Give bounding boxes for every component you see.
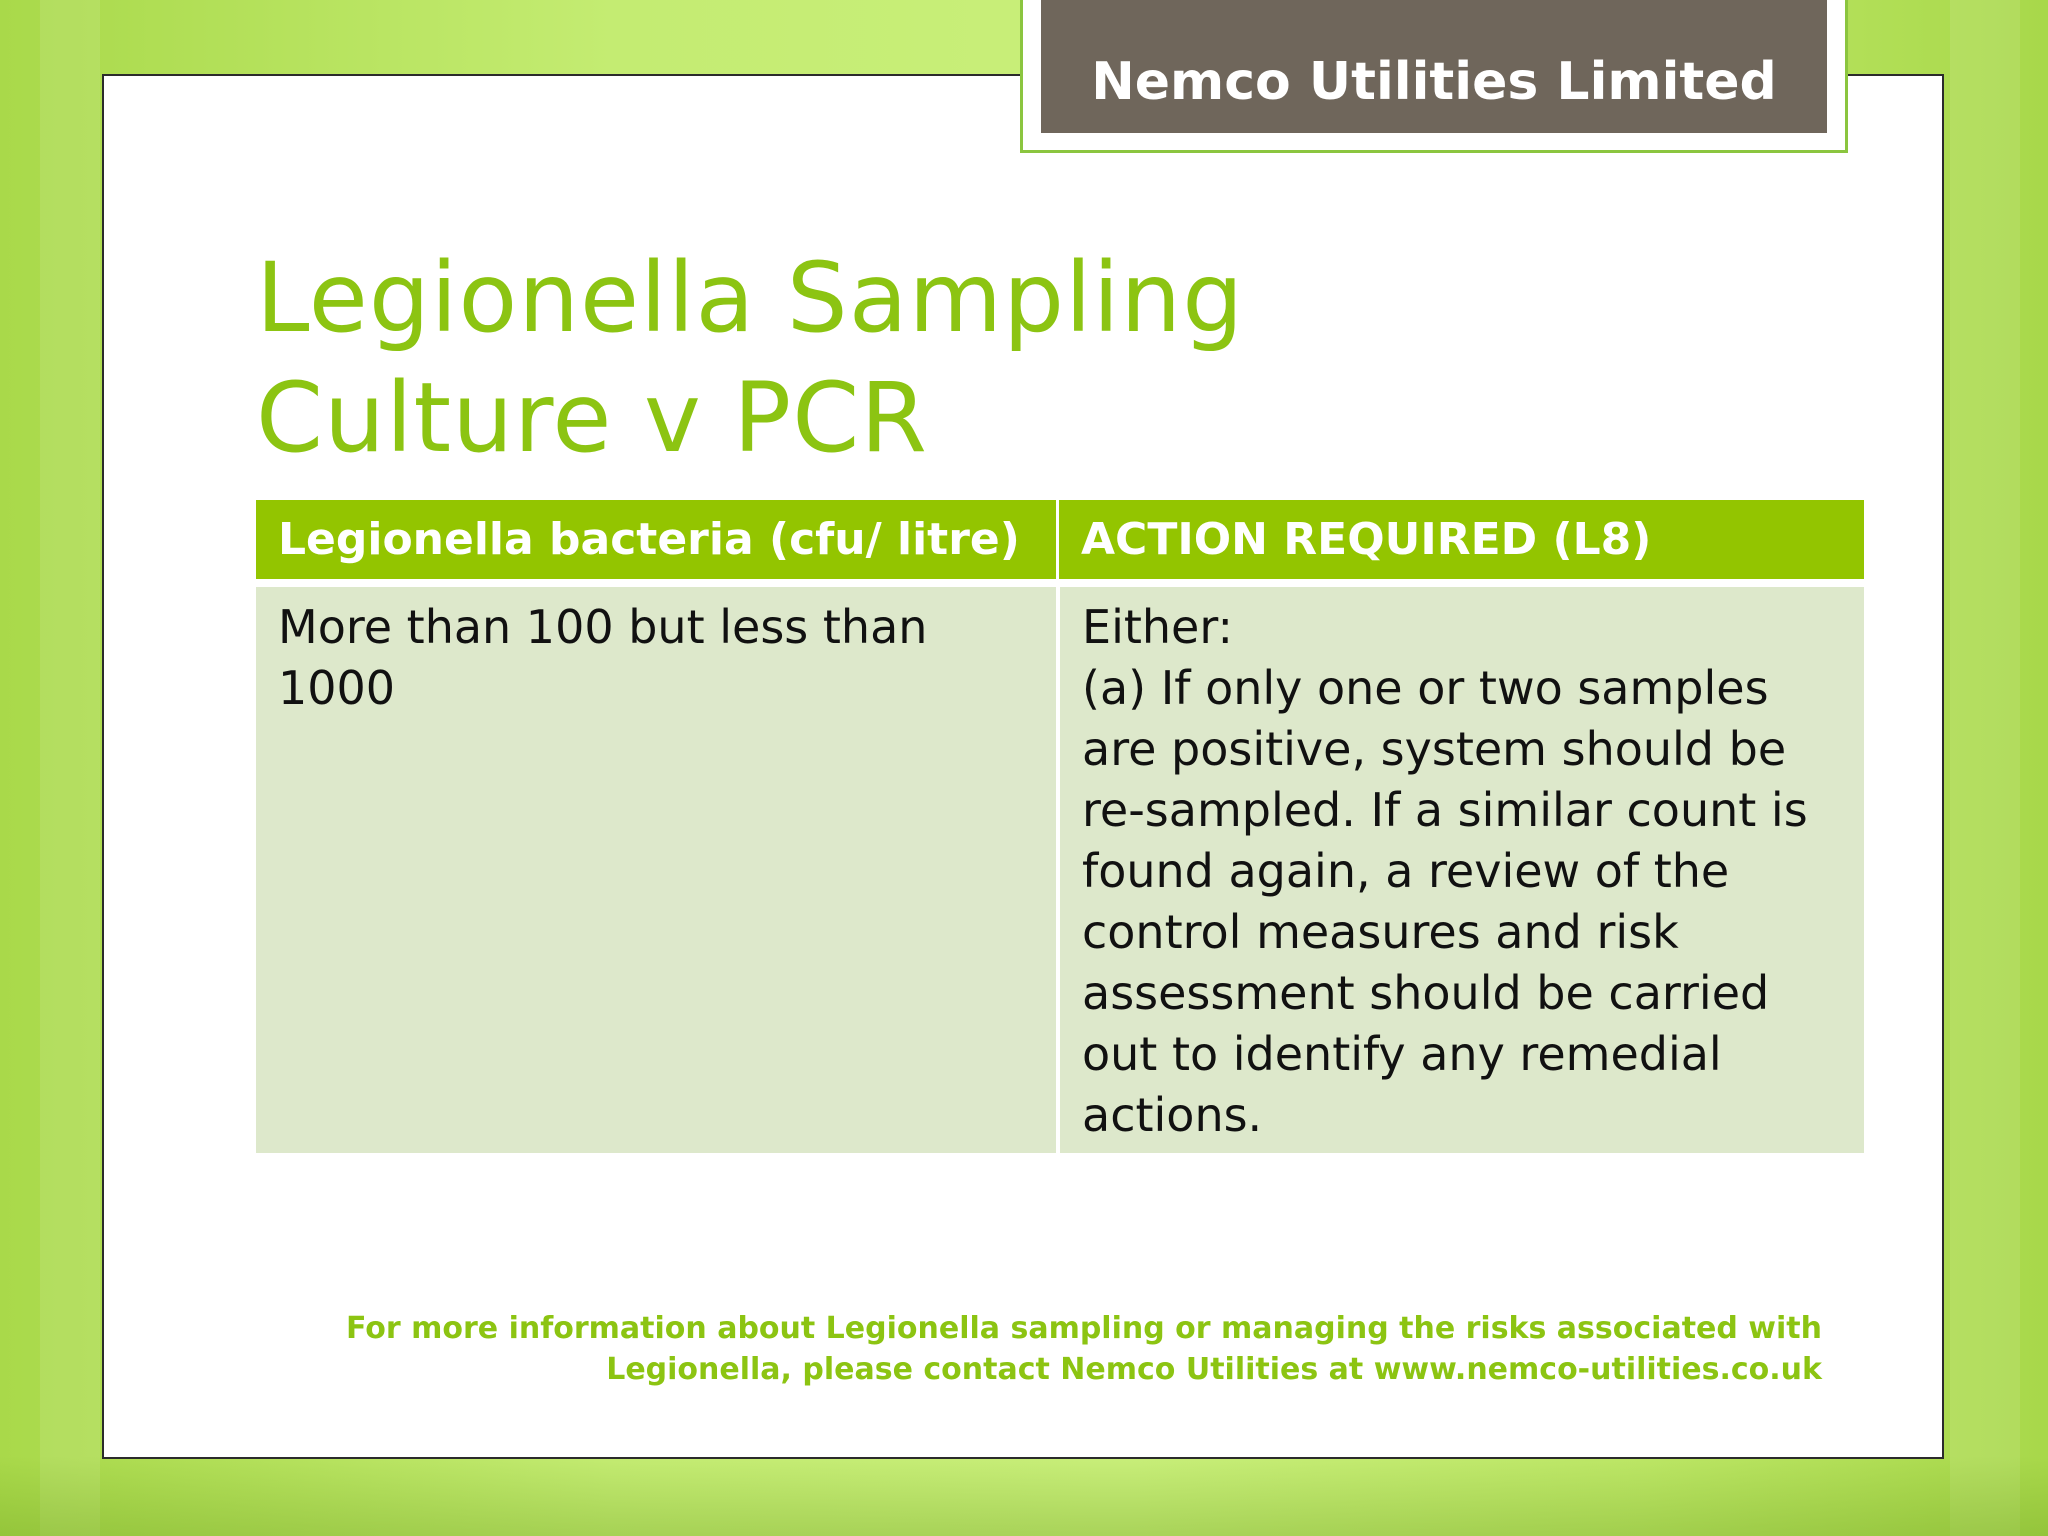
action-table	[256, 500, 1864, 1153]
table-row	[256, 587, 1864, 1153]
slide-title	[256, 238, 1244, 478]
background-stripe	[1950, 0, 2020, 1536]
background-stripe	[40, 0, 100, 1536]
action-intro: Either:	[1082, 600, 1233, 654]
cell-count: More than 100 but less than 1000	[256, 587, 1056, 1153]
company-tab	[1020, 0, 1848, 153]
cell-action	[1060, 587, 1864, 1153]
company-name: Nemco Utilities Limited	[1041, 0, 1827, 133]
title-line-1: Legionella Sampling	[256, 242, 1245, 354]
table-header	[256, 500, 1864, 579]
footer-line-1: For more information about Legionella sampling or managing the risks associated with	[345, 1311, 1822, 1346]
footer-note	[346, 1308, 1822, 1390]
column-header-action: ACTION REQUIRED (L8)	[1081, 514, 1652, 565]
title-line-2: Culture v PCR	[256, 362, 928, 474]
column-header-bacteria: Legionella bacteria (cfu/ litre)	[256, 500, 1059, 579]
action-text: (a) If only one or two samples are positive, system should be re-sampled. If a similar count is found again, a review of the control measures and risk assessment should be carried out to identify any remedial actions.	[1082, 661, 1808, 1142]
background-band	[0, 1456, 2048, 1536]
footer-line-2: Legionella, please contact Nemco Utilities at www.nemco-utilities.co.uk	[606, 1352, 1822, 1387]
